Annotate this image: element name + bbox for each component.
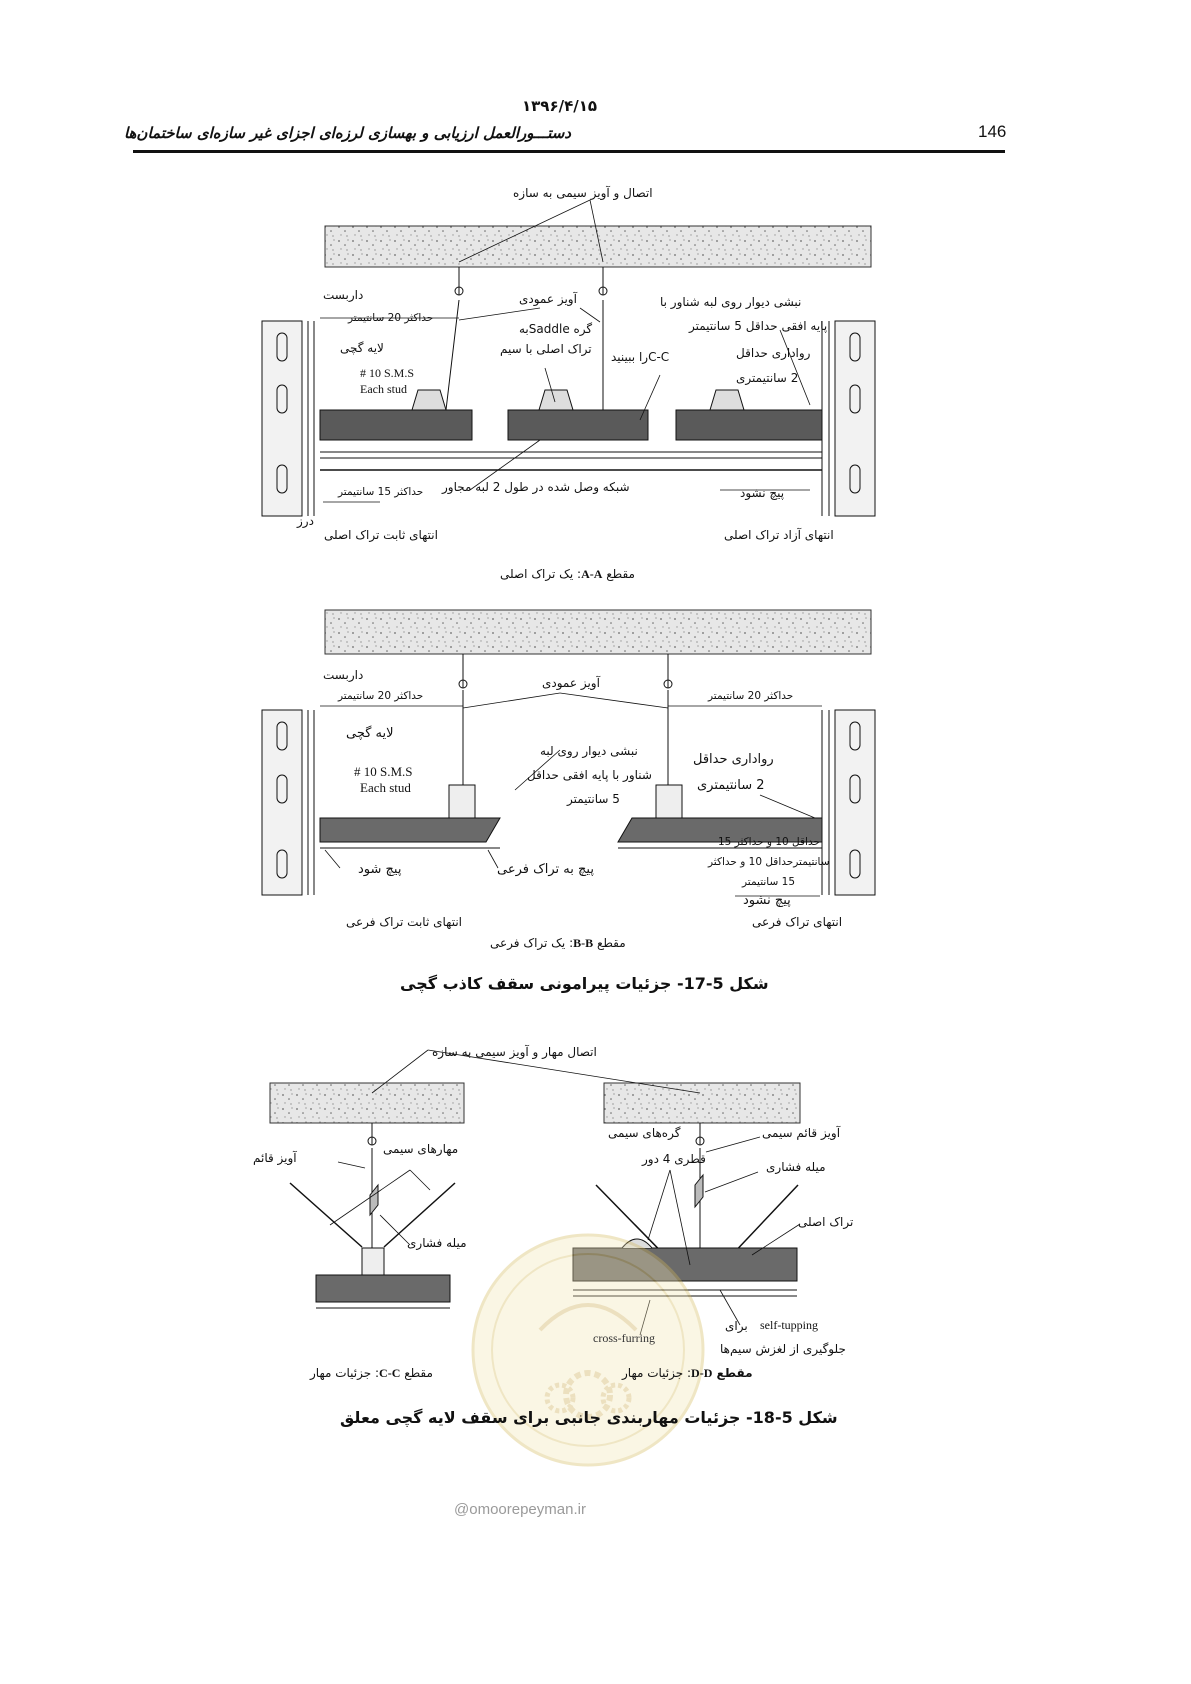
bb-label-sms-2: Each stud <box>360 780 411 795</box>
watermark-seal <box>473 1235 703 1465</box>
ccdd-label-brace-attach: اتصال مهار و آویز سیمی به سازه <box>432 1045 597 1059</box>
bb-label-range-1: حداقل 10 و حداکثر 15 <box>718 836 820 848</box>
cc-label-vertical-hanger: آویز قائم <box>253 1151 297 1165</box>
watermark-text: @omoorepeyman.ir <box>454 1501 586 1518</box>
aa-label-gypsum: لایه گچی <box>340 341 384 355</box>
bb-concrete-slab <box>325 610 871 654</box>
aa-hangers <box>412 267 744 410</box>
aa-label-stud: داربست <box>323 288 364 302</box>
bb-label-fixed-end: انتهای ثابت تراک فرعی <box>346 915 462 929</box>
bb-label-angle-2: شناور با پایه افقی حداقل <box>527 768 652 782</box>
aa-label-sms-1: # 10 S.M.S <box>360 366 415 380</box>
dd-label-vertical-wire-hanger: آویز قائم سیمی <box>762 1126 841 1140</box>
figure-17-caption: شکل 5-17- جزئیات پیرامونی سقف کاذب گچی <box>400 974 769 993</box>
aa-label-grid: شبکه وصل شده در طول 2 لبه مجاور <box>442 480 630 494</box>
aa-track-right <box>676 410 822 440</box>
aa-label-vertical-hanger: آویز عمودی <box>519 292 577 306</box>
cc-concrete-slab <box>270 1083 464 1123</box>
aa-label-fixed-end: انتهای ثابت تراک اصلی <box>324 528 438 542</box>
page-number: 146 <box>978 122 1007 141</box>
aa-caption: مقطع A-A: یک تراک اصلی <box>500 567 635 581</box>
aa-label-tolerance-1: رواداری حداقل <box>736 346 811 360</box>
dd-label-main-track: تراک اصلی <box>798 1215 854 1229</box>
bb-label-range-2: سانتیمترحداقل 10 و حداکثر <box>708 856 830 868</box>
bb-label-tolerance-2: 2 سانتیمتری <box>697 778 765 793</box>
dd-label-prevent-slip: جلوگیری از لغزش سیم‌ها <box>720 1342 846 1356</box>
bb-label-max20-left: حداکثر 20 سانتیمتر <box>338 690 424 702</box>
cc-track <box>316 1275 450 1302</box>
bb-label-angle-1: نبشی دیوار روی لبه <box>540 744 638 758</box>
bb-label-max20-right: حداکثر 20 سانتیمتر <box>708 690 794 702</box>
dd-label-cross-furring: cross-furring <box>593 1331 655 1345</box>
aa-concrete-slab <box>325 226 871 267</box>
aa-left-stud <box>262 321 314 516</box>
bb-label-angle-3: 5 سانتیمتر <box>567 792 620 806</box>
bb-label-gypsum: لایه گچی <box>346 726 394 741</box>
bb-label-tolerance-1: رواداری حداقل <box>693 752 774 767</box>
aa-track-mid <box>508 410 648 440</box>
dd-label-for: برای <box>725 1319 748 1333</box>
dd-label-wire-knots: گره‌های سیمی <box>608 1126 681 1140</box>
aa-label-max20: حداکثر 20 سانتیمتر <box>348 312 434 324</box>
dd-label-self-tapping: self-tupping <box>760 1318 818 1332</box>
aa-label-angle-2: پایه افقی حداقل 5 سانتیمتر <box>689 319 828 333</box>
bb-label-no-screw: پیچ نشود <box>743 893 791 908</box>
cc-caption: مقطع C-C: جزئیات مهار <box>310 1366 433 1380</box>
aa-label-tolerance-2: 2 سانتیمتری <box>736 371 799 385</box>
bb-label-screw: پیچ شود <box>358 862 402 877</box>
cc-label-wire-braces: مهارهای سیمی <box>383 1142 459 1156</box>
header-date: ۱۳۹۶/۴/۱۵ <box>522 97 598 115</box>
bb-left-stud <box>262 710 314 895</box>
dd-caption: مقطع D-D: جزئیات مهار <box>622 1366 753 1380</box>
bb-right-stud <box>822 710 875 895</box>
aa-label-no-screw: پیچ نشود <box>740 486 785 500</box>
aa-label-free-end: انتهای آزاد تراک اصلی <box>724 528 834 542</box>
aa-label-angle-1: نبشی دیوار روی لبه شناور با <box>660 295 802 309</box>
bb-label-screw-cross: پیچ به تراک فرعی <box>497 862 594 877</box>
aa-label-max15: حداکثر 15 سانتیمتر <box>338 486 424 498</box>
bb-label-sms-1: # 10 S.M.S <box>354 764 413 779</box>
header-title: دستـــورالعمل ارزیابی و بهسازی لرزه‌ای اجزای غیر سازه‌ای ساختمان‌ها <box>123 124 571 142</box>
cc-label-compression-strut: میله فشاری <box>407 1236 467 1250</box>
section-cc-drawing <box>270 1050 464 1308</box>
aa-label-saddle: گره Saddleبه <box>519 322 593 336</box>
aa-right-stud <box>822 321 875 516</box>
bb-label-range-3: 15 سانتیمتر <box>742 876 796 888</box>
bb-caption: مقطع B-B: یک تراک فرعی <box>490 936 626 950</box>
aa-track-left <box>320 410 472 440</box>
aa-label-main-track-wire: تراک اصلی با سیم <box>500 342 592 356</box>
aa-label-wire-attach: اتصال و آویز سیمی به سازه <box>513 186 653 200</box>
dd-label-four-turns: قطری 4 دور <box>642 1152 706 1166</box>
aa-label-see-cc: C-Cرا ببینید <box>611 350 670 364</box>
figure-18-caption: شکل 5-18- جزئیات مهاربندی جانبی برای سقف لایه گچی معلق <box>340 1408 838 1427</box>
bb-cross-track-left <box>320 818 500 842</box>
bb-label-end: انتهای تراک فرعی <box>752 915 843 929</box>
bb-label-stud: داربست <box>323 668 364 682</box>
bb-label-vertical-hanger: آویز عمودی <box>542 676 600 690</box>
aa-label-sms-2: Each stud <box>360 382 407 396</box>
dd-label-compression-strut: میله فشاری <box>766 1160 826 1174</box>
aa-label-joint: درز <box>297 514 314 528</box>
dd-concrete-slab <box>604 1083 800 1123</box>
